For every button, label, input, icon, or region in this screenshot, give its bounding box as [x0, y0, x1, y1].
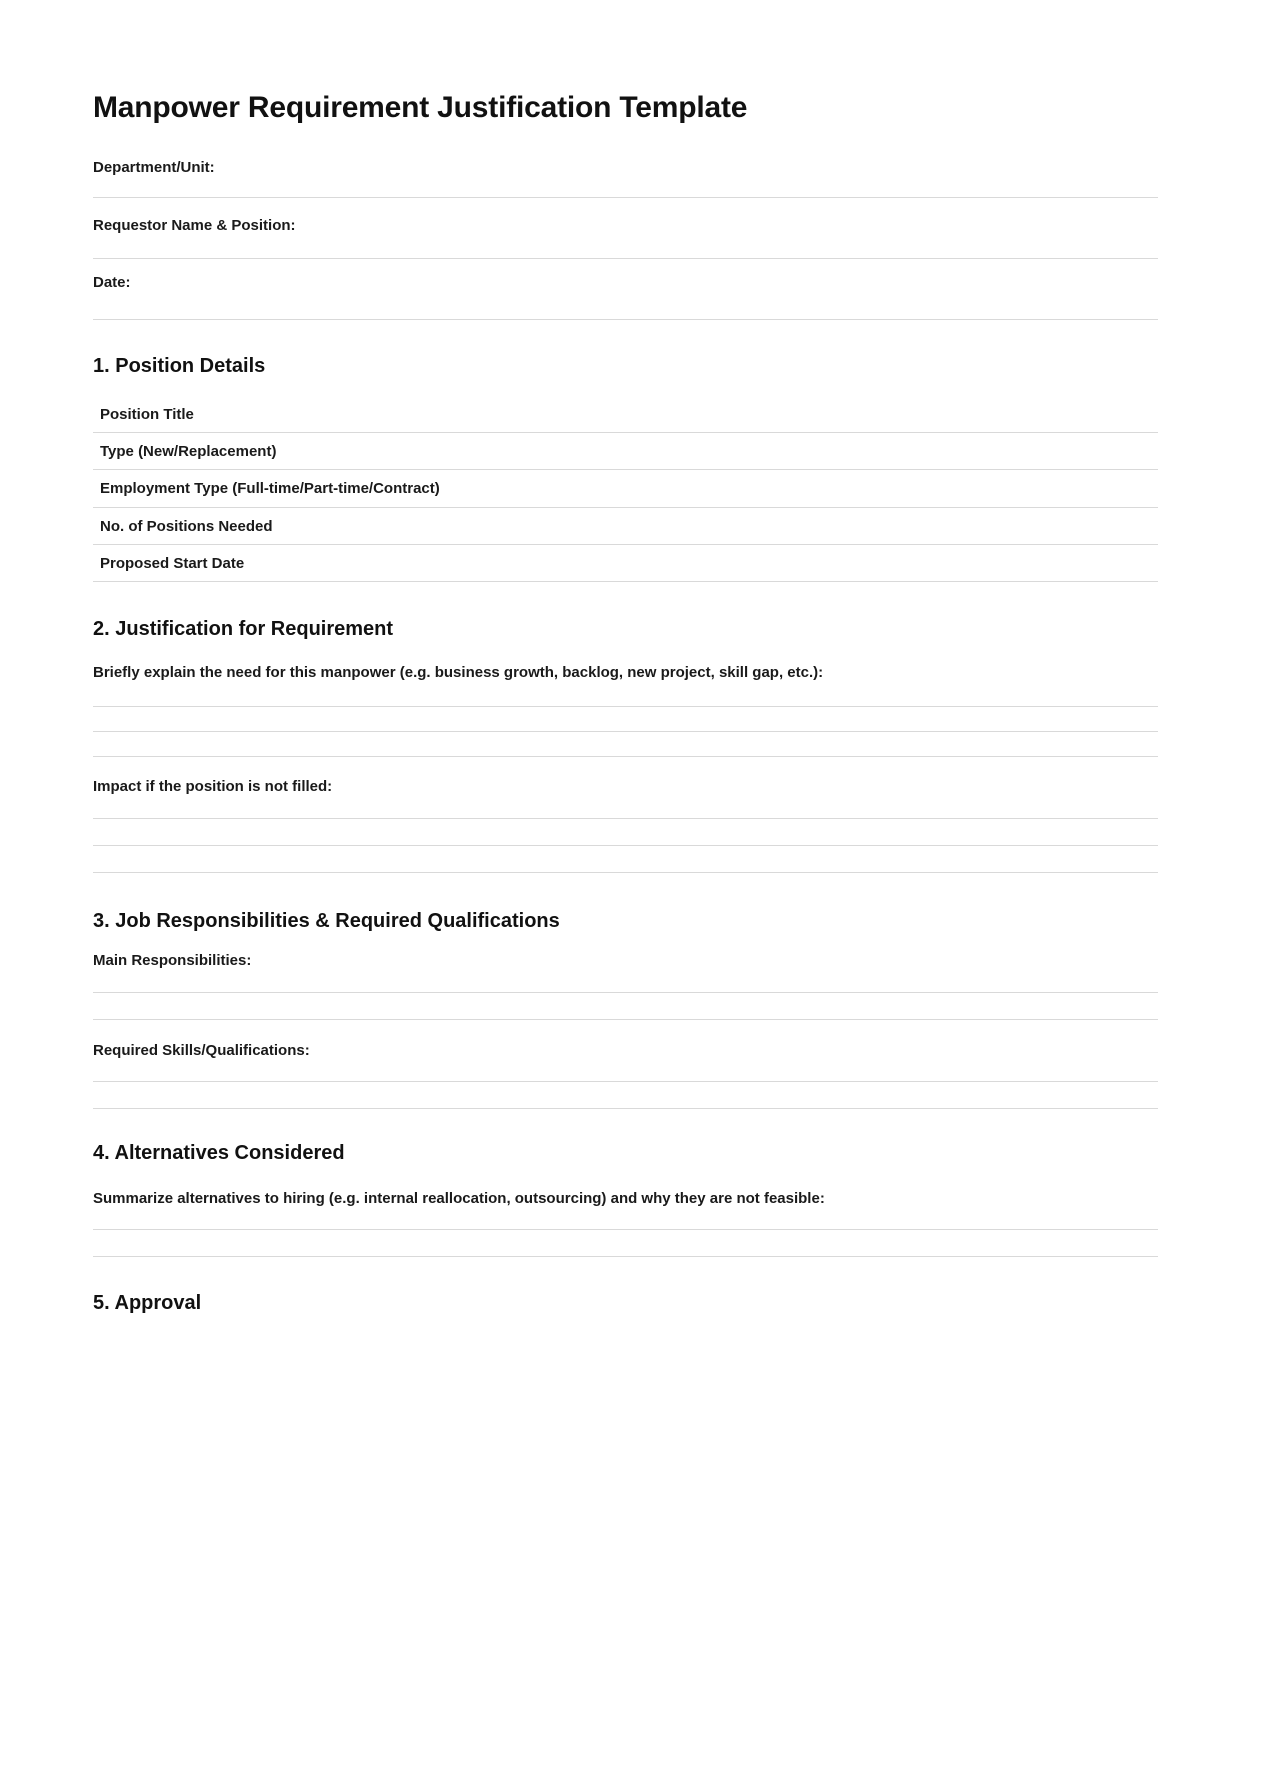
field-label-department-unit: Department/Unit:: [93, 159, 215, 176]
answer-line: [93, 756, 1158, 757]
table-row-label: Employment Type (Full-time/Part-time/Contract): [100, 480, 440, 497]
field-label-requestor-name-position: Requestor Name & Position:: [93, 217, 296, 234]
answer-line: [93, 1256, 1158, 1257]
answer-line: [93, 706, 1158, 707]
prompt-briefly-explain: Briefly explain the need for this manpower (e.g. business growth, backlog, new project, skill gap, etc.):: [93, 664, 824, 681]
section-heading-alternatives: 4. Alternatives Considered: [93, 1142, 345, 1164]
prompt-summarize-alternatives: Summarize alternatives to hiring (e.g. internal reallocation, outsourcing) and why they are not feasible:: [93, 1190, 825, 1207]
answer-line: [93, 845, 1158, 846]
page-title: Manpower Requirement Justification Template: [93, 91, 748, 124]
table-row-positions-needed: [93, 508, 1158, 545]
table-row-label: Position Title: [100, 405, 194, 423]
section-heading-responsibilities-qualifications: 3. Job Responsibilities & Required Qualifications: [93, 910, 560, 932]
table-row-label: Proposed Start Date: [100, 554, 245, 572]
answer-line: [93, 1081, 1158, 1082]
field-line-date: [93, 319, 1158, 320]
table-row-label: Type (New/Replacement): [100, 442, 277, 460]
answer-line: [93, 731, 1158, 732]
field-line-department-unit: [93, 197, 1158, 198]
answer-line: [93, 992, 1158, 993]
table-row-type: [93, 433, 1158, 470]
answer-line: [93, 1229, 1158, 1230]
table-row-position-title: [93, 396, 1158, 433]
answer-line: [93, 818, 1158, 819]
prompt-main-responsibilities: Main Responsibilities:: [93, 952, 252, 969]
table-row-employment-type: [93, 470, 1158, 508]
answer-line: [93, 1108, 1158, 1109]
answer-line: [93, 1019, 1158, 1020]
prompt-impact-not-filled: Impact if the position is not filled:: [93, 778, 333, 795]
field-line-requestor-name-position: [93, 258, 1158, 259]
section-heading-approval-clipped: 5. Approval: [93, 1292, 202, 1314]
section-heading-justification: 2. Justification for Requirement: [93, 618, 394, 640]
prompt-required-skills: Required Skills/Qualifications:: [93, 1042, 310, 1059]
answer-line: [93, 872, 1158, 873]
table-row-proposed-start-date: [93, 545, 1158, 582]
section-heading-position-details: 1. Position Details: [93, 355, 266, 377]
field-label-date: Date:: [93, 274, 131, 291]
table-row-label: No. of Positions Needed: [100, 517, 273, 535]
